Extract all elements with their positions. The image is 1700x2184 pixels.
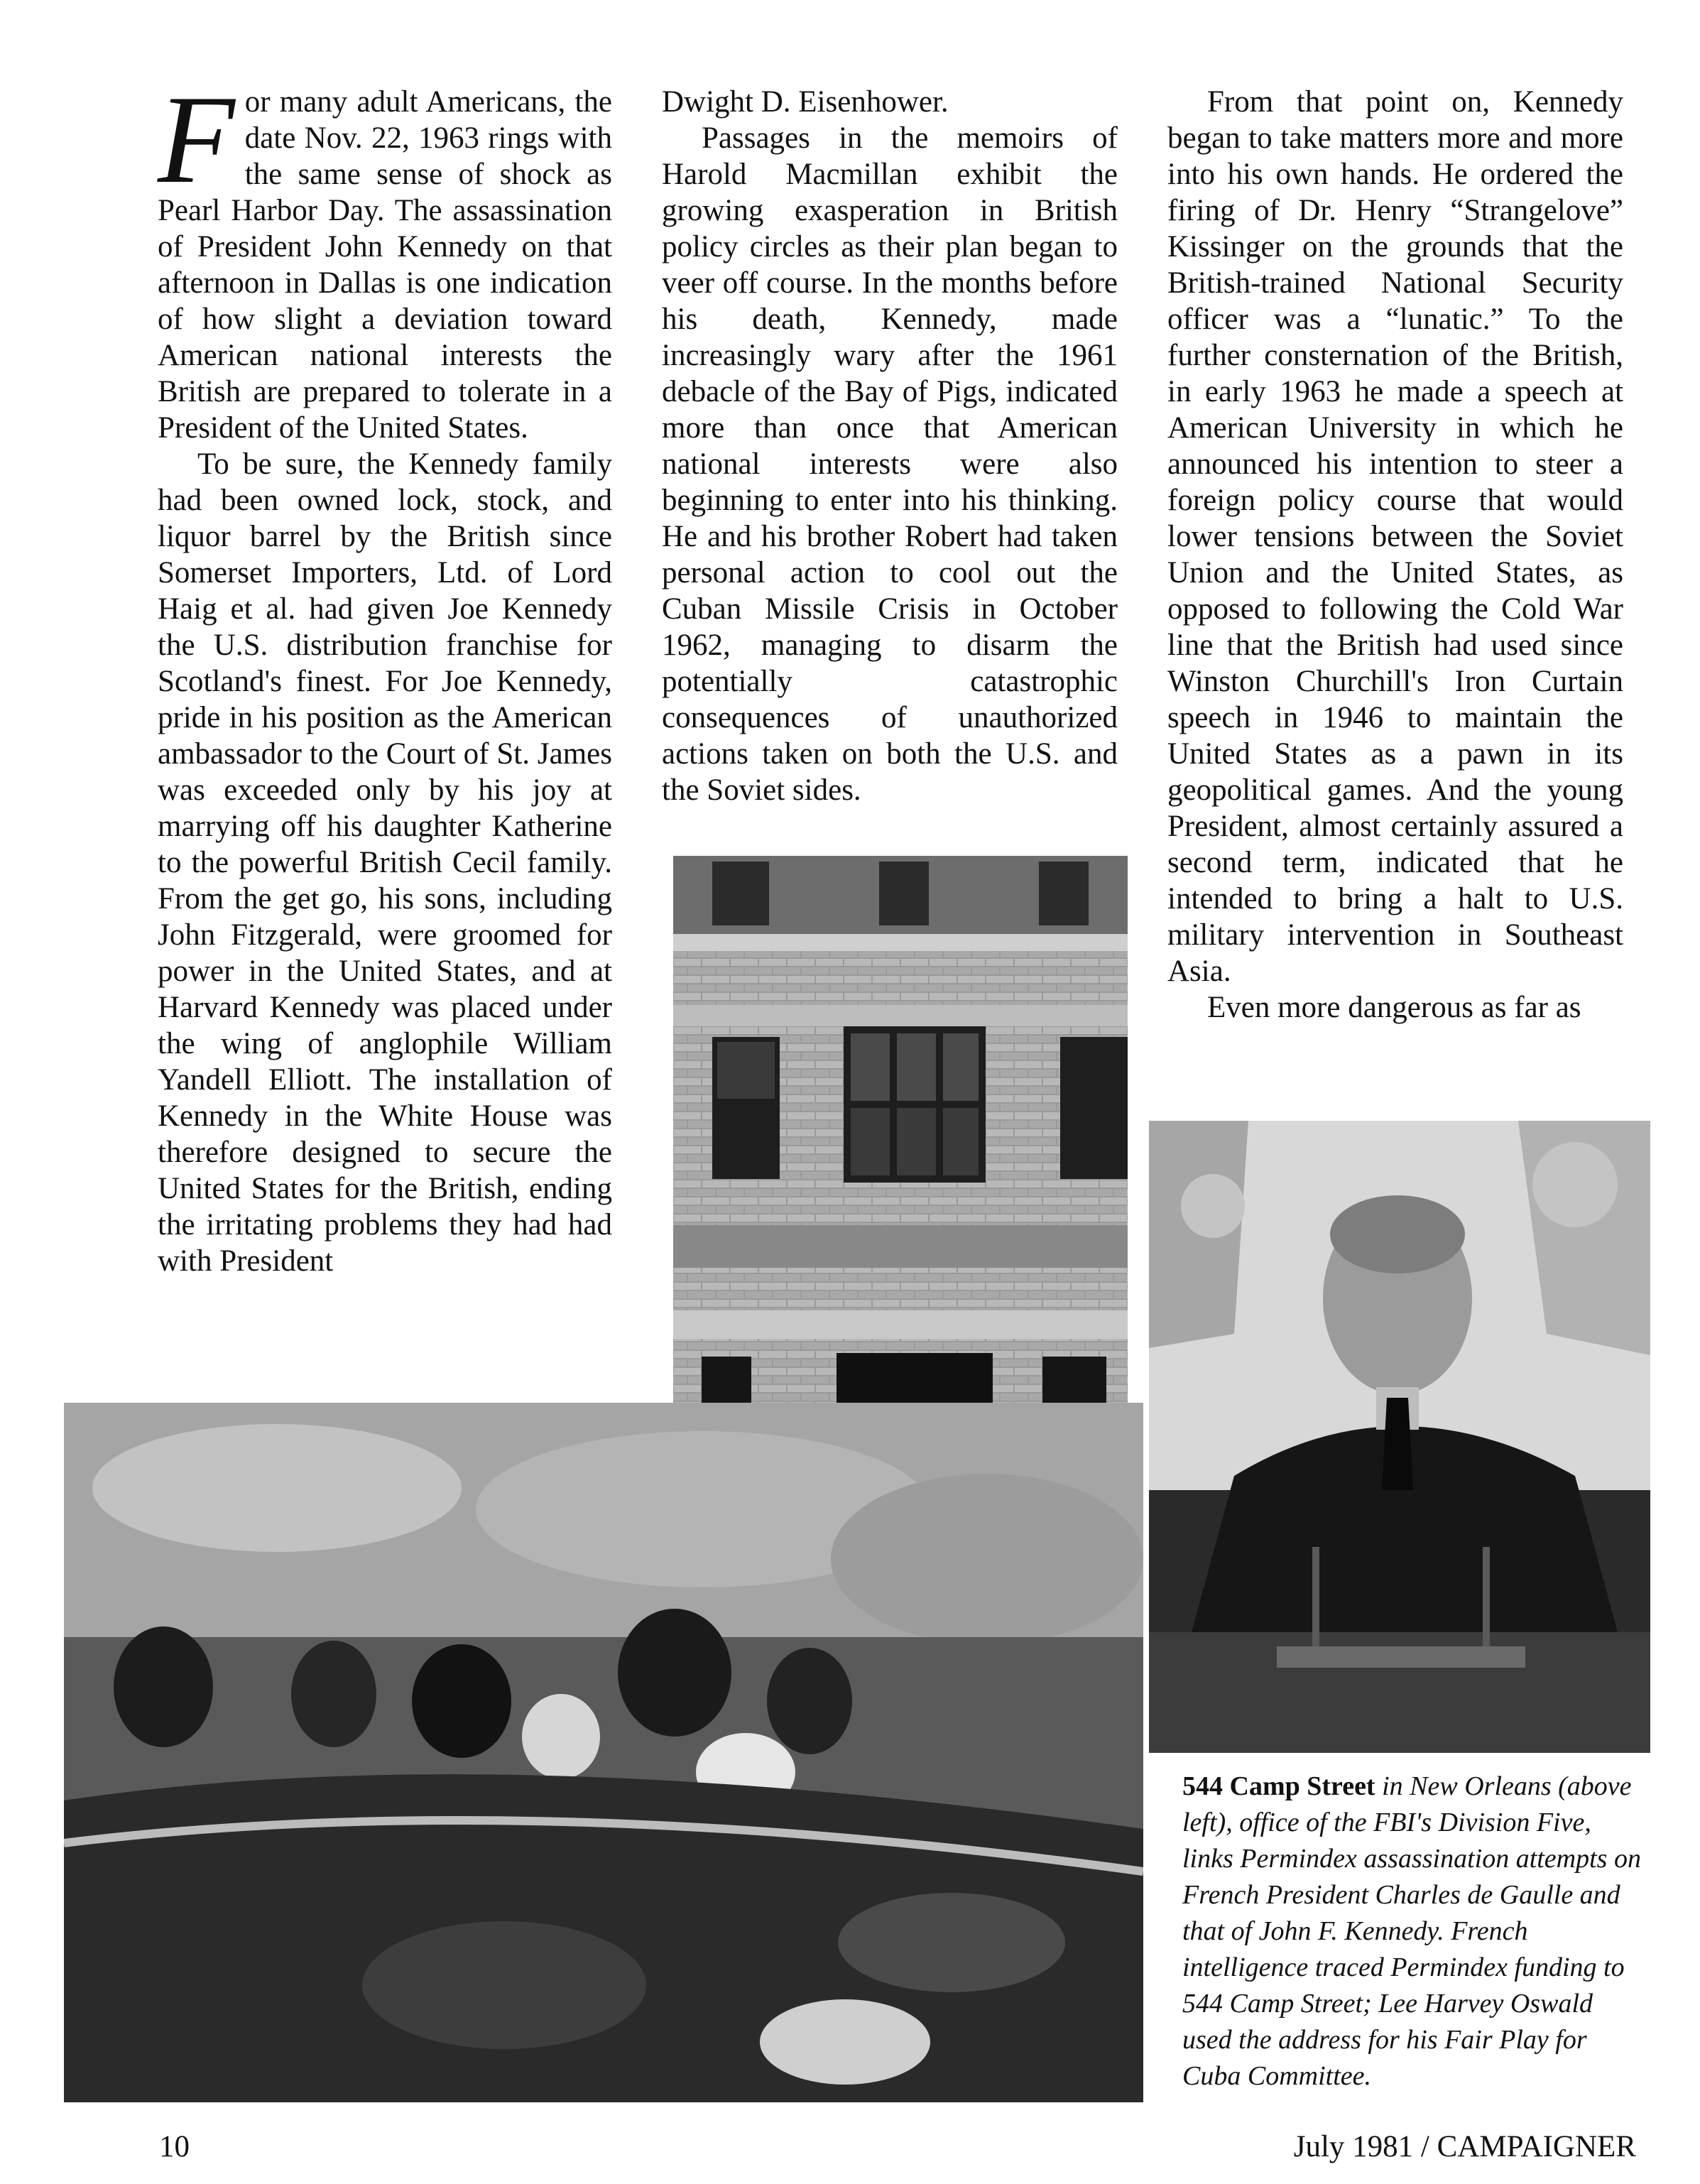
article-paragraph: Even more dangerous as far as xyxy=(1207,991,1581,1024)
caption-heading: 544 Camp Street xyxy=(1182,1771,1375,1801)
paragraph-text: or many adult Americans, the date Nov. 22, 1963 rings with the same sense of shock as Pearl Harbor Day. The assassination of President John Kennedy on that afternoon in Dallas is one indication of how slight a deviation toward American national interests the British are prepared to tolerate in a President of the United States. xyxy=(158,85,612,445)
page-number: 10 xyxy=(159,2130,190,2163)
issue-line: July 1981 / CAMPAIGNER xyxy=(1293,2130,1636,2163)
caption-text: in New Orleans (above left), office of the FBI's Division Five, links Permindex assassination attempts on French President Charles de Gaulle and that of John F. Kennedy. French intelligence traced Permindex funding to 544 Camp Street; Lee Harvey Oswald used the address for his Fair Play for Cuba Committee. xyxy=(1182,1771,1641,2091)
de-gaulle-illustration xyxy=(1149,1121,1650,1753)
article-paragraph: Passages in the memoirs of Harold Macmillan exhibit the growing exasperation in British policy circles as their plan began to veer off course. In the months before his death, Kennedy, made increasingly wary after the 1961 debacle of the Bay of Pigs, indicated more than once that American national interests were also beginning to enter into his thinking. He and his brother Robert had taken personal action to cool out the Cuban Missile Crisis in October 1962, managing to disarm the potentially catastrophic consequences of unauthorized actions taken on both the U.S. and the Soviet sides. xyxy=(662,121,1118,807)
article-paragraph: To be sure, the Kennedy family had been owned lock, stock, and liquor barrel by the British since Somerset Importers, Ltd. of Lord Haig et al. had given Joe Kennedy the U.S. distribution franchise for Scotland's finest. For Joe Kennedy, pride in his position as the American ambassador to the Court of St. James was exceeded only by his joy at marrying off his daughter Katherine to the powerful British Cecil family. From the get go, his sons, including John Fitzgerald, were groomed for power in the United States, and at Harvard Kennedy was placed under the wing of anglophile William Yandell Elliott. The installation of Kennedy in the White House was therefore designed to secure the United States for the British, ending the irritating problems they had had with President xyxy=(158,447,612,1278)
motorcade-illustration xyxy=(64,1403,1143,2102)
article-paragraph: Dwight D. Eisenhower. xyxy=(662,85,949,119)
article-column-1 xyxy=(158,69,612,1279)
article-column-2 xyxy=(662,84,1118,808)
article-paragraph xyxy=(158,69,612,446)
de-gaulle-photo xyxy=(1149,1121,1650,1753)
drop-cap: F xyxy=(158,69,235,210)
photo-caption xyxy=(1182,1769,1644,2095)
article-column-3 xyxy=(1167,84,1623,1026)
article-paragraph: From that point on, Kennedy began to take matters more and more into his own hands. He ordered the firing of Dr. Henry “Strangelove” Kissinger on the grounds that the British-trained National Security officer was a “lunatic.” To the further consternation of the British, in early 1963 he made a speech at American University in which he announced his intention to steer a foreign policy course that would lower tensions between the Soviet Union and the United States, as opposed to following the Cold War line that the British had used since Winston Churchill's Iron Curtain speech in 1946 to maintain the United States as a pawn in its geopolitical games. And the young President, almost certainly assured a second term, indicated that he intended to bring a halt to U.S. military intervention in Southeast Asia. xyxy=(1167,85,1623,988)
motorcade-photo xyxy=(64,1403,1143,2102)
